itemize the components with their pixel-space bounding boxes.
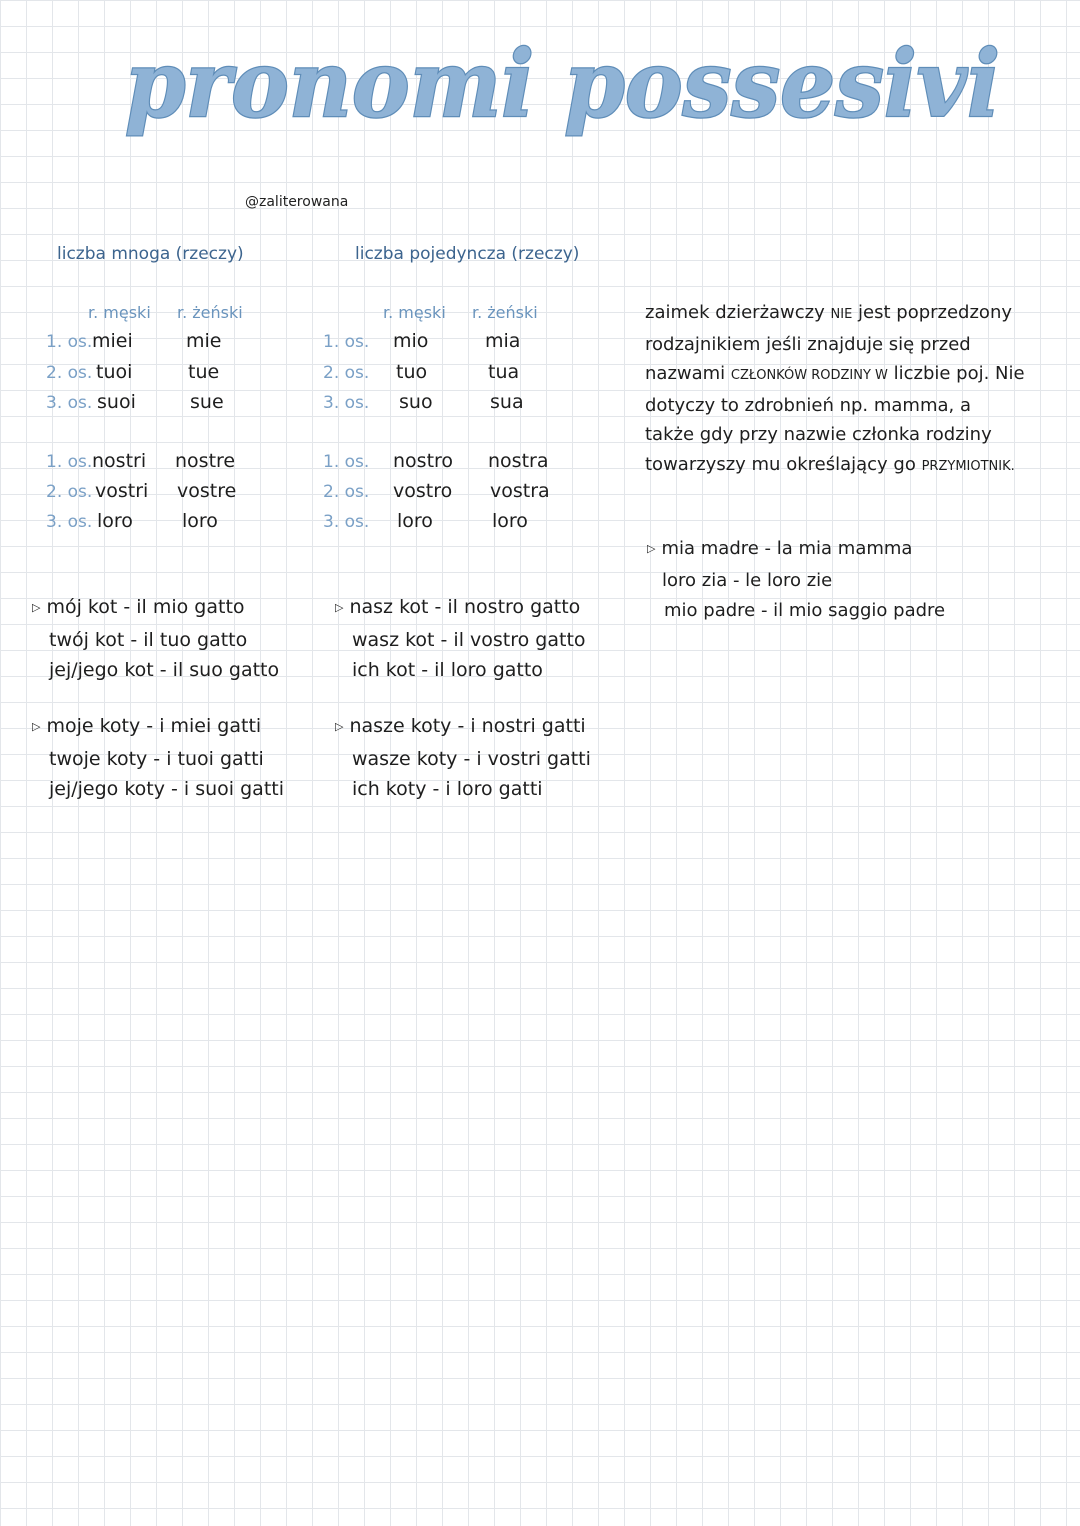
table-row: 2. os. [46,363,93,383]
table-cell: sue [190,391,224,413]
table-cell: suo [399,391,433,413]
table-cell: loro [182,510,218,532]
table-cell: vostro [393,480,453,502]
examples-plural-right [335,711,591,804]
table-row: 3. os. [323,393,370,413]
table-row: 3. os. [46,512,93,532]
table-cell: mio [393,330,429,352]
list-item: jej/jego kot - il suo gatto [49,659,280,681]
table-cell: nostro [393,450,454,472]
list-item: mio padre - il mio saggio padre [664,600,946,621]
table-cell: tuoi [96,361,133,383]
list-item: loro zia - le loro zie [662,570,833,591]
table-row: 1. os. [46,332,93,352]
page-title [125,28,1005,148]
table-cell: sua [490,391,524,413]
list-item: ▷ nasz kot - il nostro gatto [335,596,581,618]
list-item: ▷ nasze koty - i nostri gatti [335,715,586,737]
triangle-bullet-icon: ▷ [32,720,41,733]
table-row: 1. os. [323,332,370,352]
triangle-bullet-icon: ▷ [335,601,344,614]
table-row: 3. os. [46,393,93,413]
list-item: jej/jego koty - i suoi gatti [49,778,285,800]
list-item: twój kot - il tuo gatto [49,629,248,651]
table-row: 2. os. [323,482,370,502]
table-cell: vostri [95,480,149,502]
examples-plural-left [32,711,284,804]
table-cell: tua [488,361,520,383]
rule-note: zaimek dzierżawczy NIE jest poprzedzony rodzajnikiem jeśli znajduje się przed nazwami CZŁONKÓW RODZINY W liczbie poj. Nie dotyczy to zdrobnień np. mamma, a także gdy przy nazwie członka rodziny towarzyszy mu określający go PRZYMIOTNIK. [645,302,1025,475]
table-cell: nostri [92,450,147,472]
list-item: wasz kot - il vostro gatto [352,629,586,651]
examples-singular-left [32,592,279,685]
table-cell: vostra [490,480,550,502]
list-item: ▷ mia madre - la mia mamma [647,538,913,559]
table-cell: nostra [488,450,549,472]
table-cell: mia [485,330,521,352]
note-examples [647,534,945,626]
triangle-bullet-icon: ▷ [647,542,656,555]
list-item: ich koty - i loro gatti [352,778,543,800]
list-item: ich kot - il loro gatto [352,659,543,681]
triangle-bullet-icon: ▷ [32,601,41,614]
table-cell: loro [97,510,133,532]
table-cell: nostre [175,450,236,472]
singular-fem-label: r. żeński [472,303,538,322]
table-cell: mie [186,330,222,352]
plural-fem-label: r. żeński [177,303,243,322]
singular-masc-label: r. męski [383,303,446,322]
author-handle: @zaliterowana [245,194,349,210]
table-cell: tue [188,361,220,383]
plural-masc-label: r. męski [88,303,151,322]
table-cell: miei [92,330,133,352]
list-item: ▷ moje koty - i miei gatti [32,715,262,737]
table-cell: loro [492,510,528,532]
table-row: 2. os. [46,482,93,502]
list-item: ▷ mój kot - il mio gatto [32,596,245,618]
table-row: 1. os. [323,452,370,472]
table-cell: vostre [177,480,237,502]
table-row: 2. os. [323,363,370,383]
table-cell: suoi [97,391,136,413]
triangle-bullet-icon: ▷ [335,720,344,733]
table-row: 3. os. [323,512,370,532]
list-item: twoje koty - i tuoi gatti [49,748,264,770]
examples-singular-right [335,592,586,685]
list-item: wasze koty - i vostri gatti [352,748,591,770]
page-title-text: pronomi possesivi [125,30,1000,138]
table-row: 1. os. [46,452,93,472]
table-cell: loro [397,510,433,532]
singular-heading: liczba pojedyncza (rzeczy) [355,244,580,264]
table-cell: tuo [396,361,428,383]
plural-heading: liczba mnoga (rzeczy) [57,244,244,264]
